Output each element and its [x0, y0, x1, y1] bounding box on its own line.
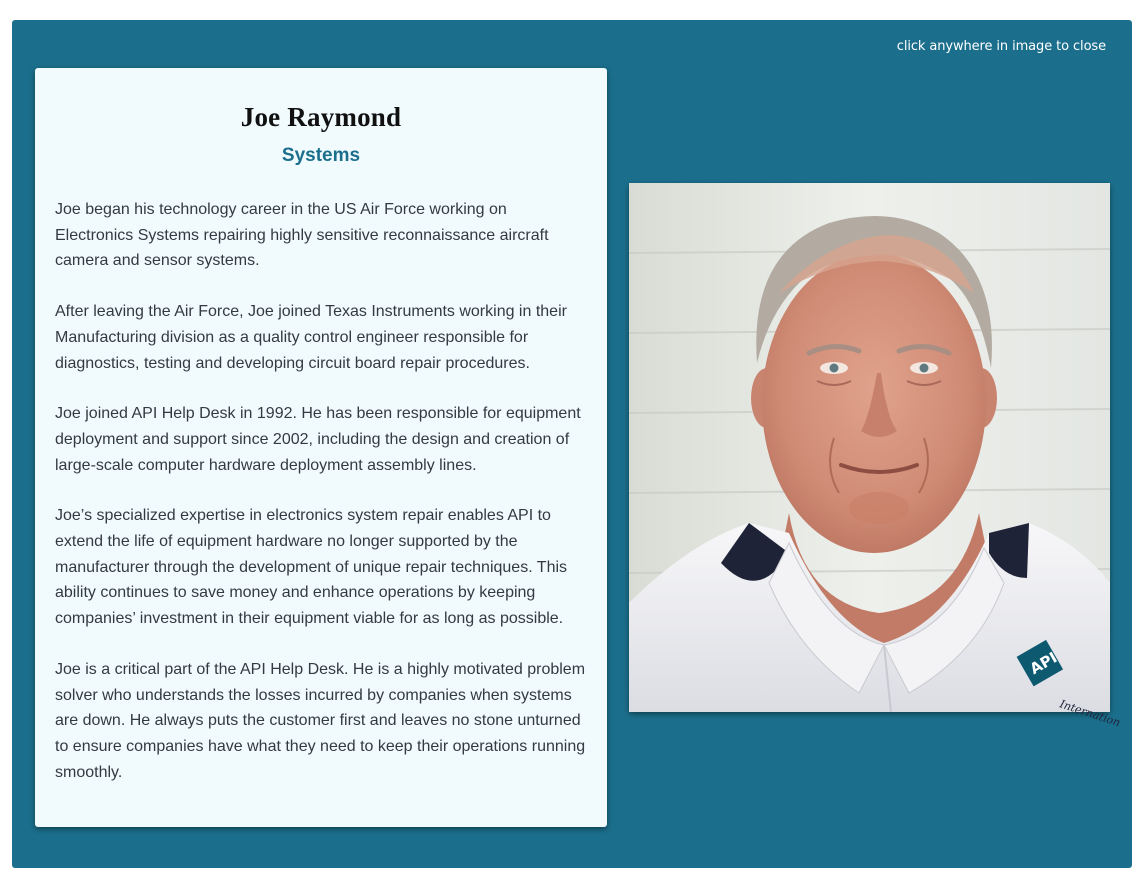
profile-photo[interactable] [629, 183, 1122, 730]
profile-name: Joe Raymond [240, 102, 402, 132]
bio-paragraph: Joe’s specialized expertise in electronics system repair enables API to extend the life of equipment hardware no longer supported by the manufacturer through the development of unique repair techniques. This ability continues to save money and enhance operations by keeping companies’ investment in their equipment viable for as long as possible. [55, 507, 568, 628]
close-hint[interactable]: click anywhere in image to close [896, 39, 1106, 54]
shirt-logo-subtext: Internation [1058, 697, 1122, 730]
bio-text [55, 197, 587, 785]
shirt-logo-text: API [1026, 648, 1061, 679]
bio-modal-overlay[interactable] [12, 20, 1132, 868]
bio-card [35, 68, 607, 827]
bio-paragraph: After leaving the Air Force, Joe joined Texas Instruments working in their Manufacturing division as a quality control engineer responsible for diagnostics, testing and developing circuit board repair procedures. [55, 303, 567, 372]
bio-paragraph: Joe began his technology career in the US Air Force working on Electronics Systems repairing highly sensitive reconnaissance aircraft camera and sensor systems. [55, 201, 549, 270]
bio-paragraph: Joe joined API Help Desk in 1992. He has been responsible for equipment deployment and support since 2002, including the design and creation of large-scale computer hardware deployment assembly lines. [55, 405, 581, 474]
profile-department: Systems [281, 145, 361, 166]
bio-paragraph: Joe is a critical part of the API Help Desk. He is a highly motivated problem solver who understands the losses incurred by companies when systems are down. He always puts the customer first and leaves no stone unturned to ensure companies have what they need to keep their operations running smoothly. [55, 660, 586, 781]
